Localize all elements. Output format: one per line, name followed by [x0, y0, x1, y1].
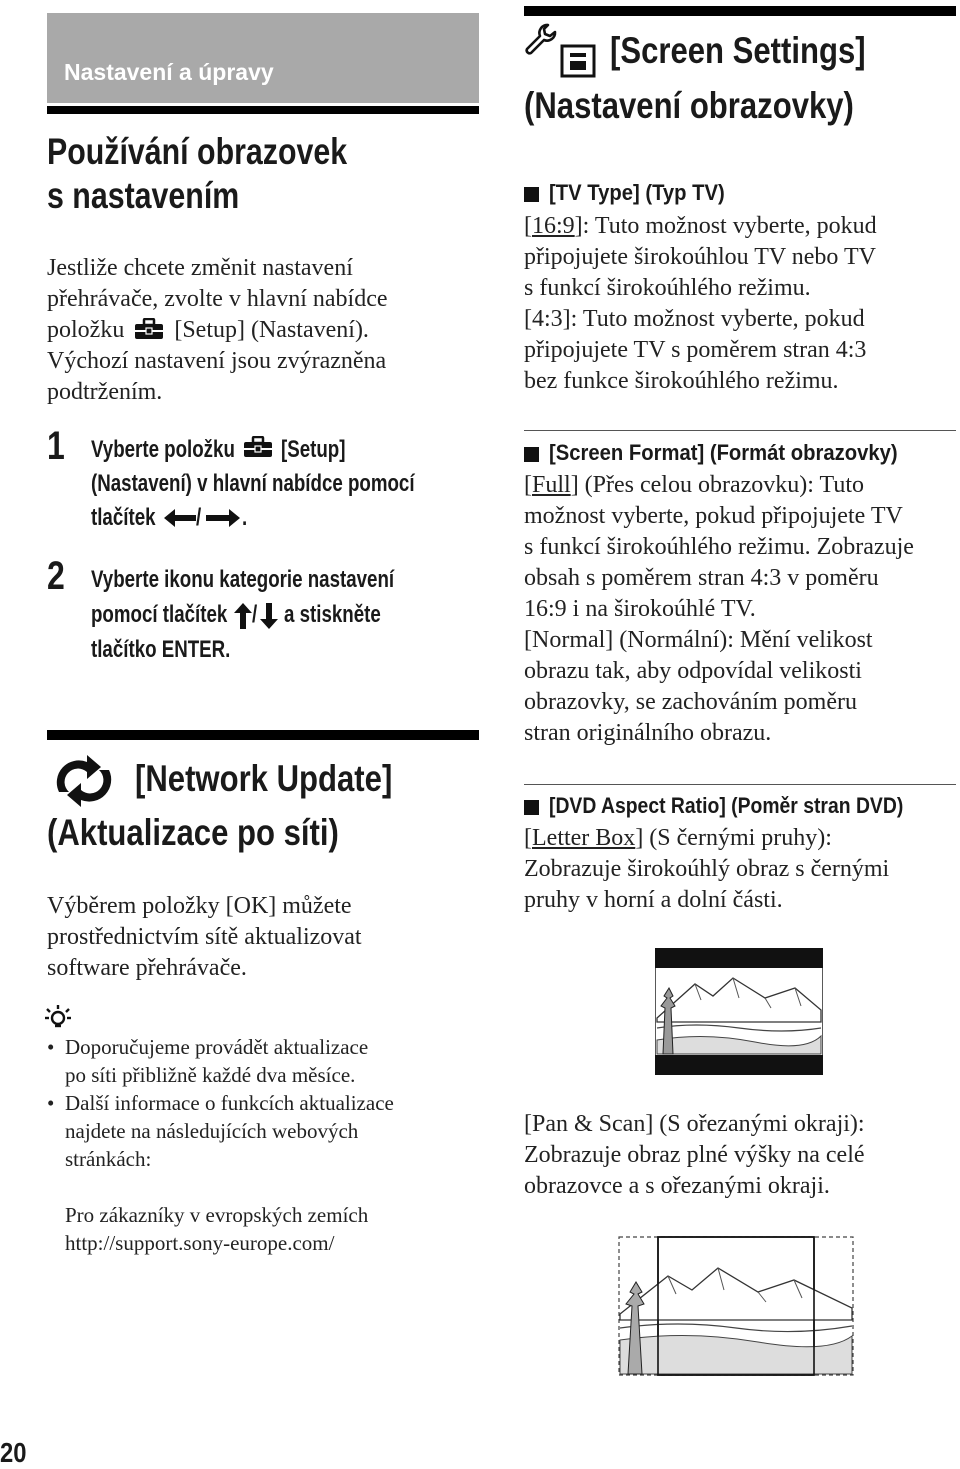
screen-settings-title-line1: [Screen Settings] — [610, 30, 866, 71]
network-title-line2: (Aktualizace po síti) — [47, 812, 339, 853]
step-2-text: Vyberte ikonu kategorie nastavení pomocí tlačítek / a stiskněte tlačítko ENTER. — [91, 566, 395, 663]
dvd-aspect-body: [Letter Box] (S černými pruhy): Zobrazuje širokoúhlý obraz s černými pruhy v horní a dolní části. — [524, 825, 890, 913]
region-label: Pro zákazníky v evropských zemích — [65, 1203, 369, 1227]
tv-type-heading: [TV Type] (Typ TV) — [524, 180, 740, 206]
toolbox-icon — [134, 318, 164, 340]
section-header-underline — [47, 106, 479, 114]
arrow-right-icon — [206, 509, 240, 527]
wrench-icon — [524, 22, 558, 56]
dvd-aspect-heading: [DVD Aspect Ratio] (Poměr stran DVD) — [524, 793, 952, 819]
network-title-line1: [Network Update] — [135, 758, 393, 799]
section-header-bar — [47, 13, 479, 103]
arrow-up-icon — [234, 603, 252, 629]
screen-icon — [560, 44, 596, 78]
screen-section-rule — [524, 6, 956, 16]
list-item: • Další informace o funkcích aktualizace najdete na následujících webových stránkách: — [47, 1091, 394, 1171]
tips-list — [47, 1033, 467, 1257]
page-number: 20 — [0, 1437, 27, 1468]
screen-format-heading: [Screen Format] (Formát obrazovky) — [524, 440, 928, 466]
page-title — [47, 130, 413, 218]
refresh-arrows-icon — [47, 752, 121, 810]
network-body: Výběrem položky [OK] můžete prostřednictvím sítě aktualizovat software přehrávače. — [47, 893, 362, 981]
tv-type-body: [16:9]: Tuto možnost vyberte, pokud připojujete širokoúhlou TV nebo TV s funkcí širokoúhlého režimu. [4:3]: Tuto možnost vyberte, pokud připojujete TV s poměrem stran 4:3 bez funkce širokoúhlého režimu. — [524, 213, 877, 394]
square-bullet-icon — [524, 800, 539, 815]
step-2-number: 2 — [47, 554, 65, 598]
page-title-line2: s nastavením — [47, 175, 240, 216]
section-header-text: Nastavení a úpravy — [64, 59, 274, 85]
arrow-down-icon — [260, 603, 278, 629]
divider — [524, 430, 956, 431]
support-url[interactable]: http://support.sony-europe.com/ — [65, 1231, 335, 1255]
lightbulb-tip-icon — [44, 1004, 72, 1032]
page-title-line1: Používání obrazovek — [47, 131, 348, 172]
step-1-text: Vyberte položku [Setup] (Nastavení) v hlavní nabídce pomocí tlačítek / . — [91, 436, 415, 531]
pan-scan-illustration — [618, 1236, 854, 1376]
screen-settings-title-line2: (Nastavení obrazovky) — [524, 85, 854, 126]
screen-format-body: [Full] (Přes celou obrazovku): Tuto možnost vyberte, pokud připojujete TV s funkcí širokoúhlého režimu. Zobrazuje obsah s poměrem stran 4:3 v poměru 16:9 i na širokoúhlé TV. [Normal] (Normální): Mění velikost obrazu tak, aby odpovídal velikosti obrazovky, se zachováním poměru stran originálního obrazu. — [524, 472, 914, 746]
intro-paragraph: Jestliže chcete změnit nastavení přehrávače, zvolte v hlavní nabídce položku [Setup] (Nastavení). Výchozí nastavení jsou zvýrazněna podtržením. — [47, 255, 388, 405]
toolbox-icon — [243, 436, 273, 458]
arrow-left-icon — [164, 509, 196, 527]
divider — [524, 784, 956, 785]
network-section-rule — [47, 730, 479, 740]
pan-scan-body: [Pan & Scan] (S ořezanými okraji): Zobrazuje obraz plné výšky na celé obrazovce a s ořezanými okraji. — [524, 1111, 865, 1199]
square-bullet-icon — [524, 187, 539, 202]
square-bullet-icon — [524, 447, 539, 462]
letterbox-illustration — [655, 948, 823, 1075]
list-item: • Doporučujeme provádět aktualizace po síti přibližně každé dva měsíce. — [47, 1035, 369, 1087]
step-1-number: 1 — [47, 424, 65, 468]
